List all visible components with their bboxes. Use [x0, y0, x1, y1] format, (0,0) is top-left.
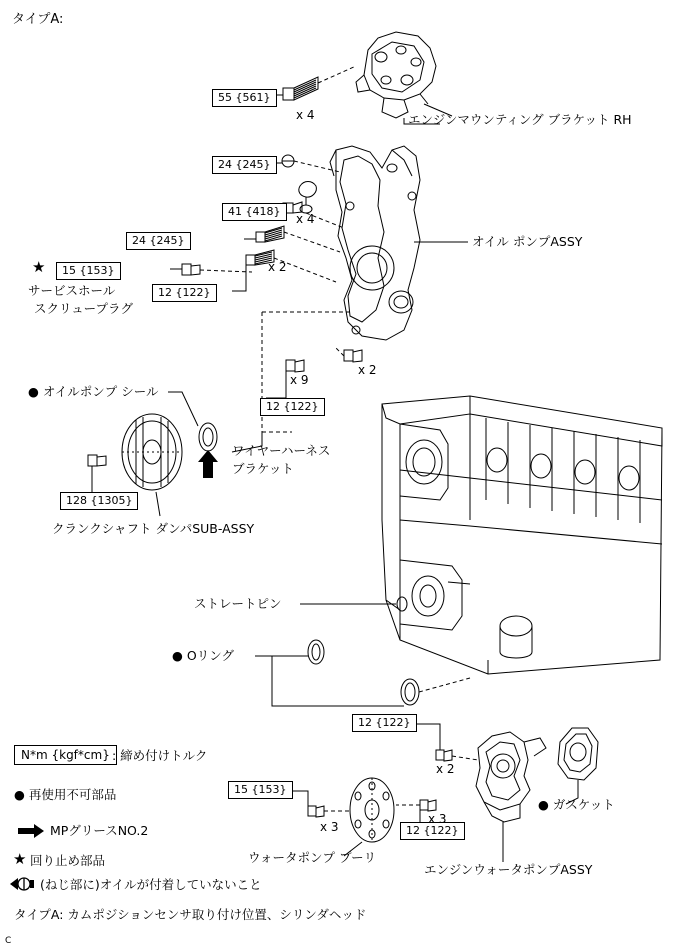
star-icon-service-plug: ★ — [32, 258, 46, 276]
bolt-group-24-upper — [270, 155, 340, 172]
water-pump-pulley-shape — [350, 778, 394, 842]
callout-gasket: ● ガスケット — [538, 797, 615, 812]
quantity-x3-pulley: x 3 — [320, 820, 339, 834]
star-icon-legend: ★ — [13, 850, 27, 868]
torque-spec-55: 55 {561} — [212, 89, 277, 107]
torque-spec-24-upper: 24 {245} — [212, 156, 277, 174]
torque-spec-12-waterpump: 12 {122} — [352, 714, 417, 732]
callout-oil-pump-assy: オイル ポンプASSY — [472, 234, 583, 249]
no-oil-icon — [10, 878, 34, 890]
legend-no-oil: (ねじ部に)オイルが付着していないこと — [40, 877, 262, 892]
torque-spec-15-service-plug: 15 {153} — [56, 262, 121, 280]
legend-anti-rotation: 回り止め部品 — [30, 853, 106, 868]
bolt-group-x2-mid — [336, 348, 362, 362]
engine-mounting-bracket-shape — [356, 32, 436, 118]
callout-crankshaft-damper: クランクシャフト ダンパSUB-ASSY — [52, 521, 255, 536]
torque-spec-12-x9: 12 {122} — [260, 398, 325, 416]
callout-wire-harness-bracket-line1: ワイヤーハーネス — [232, 443, 331, 458]
legend-unit-desc: : 締め付けトルク — [112, 748, 208, 763]
bolt-group-lower-12 — [412, 724, 478, 761]
quantity-x3-pump: x 3 — [428, 812, 447, 826]
straight-pin-shape — [397, 597, 407, 611]
callout-service-hole-plug-line1: サービスホール — [28, 283, 116, 298]
quantity-x2-waterpump: x 2 — [436, 762, 455, 776]
callout-oil-pump-seal: ● オイルポンプ シール — [28, 384, 159, 399]
grease-arrow-icon — [18, 824, 44, 838]
legend-unit-box: N*m {kgf*cm} — [14, 745, 117, 765]
torque-spec-12-pump: 12 {122} — [400, 822, 465, 840]
o-ring-shapes — [255, 640, 470, 706]
bolt-group-55 — [270, 66, 356, 100]
bolt-group-15-x3 — [288, 791, 352, 817]
callout-engine-mounting-bracket: エンジンマウンティング ブラケット RH — [408, 112, 632, 127]
torque-spec-41: 41 {418} — [222, 203, 287, 221]
quantity-x9: x 9 — [290, 373, 309, 387]
bolt-group-128 — [88, 455, 106, 492]
torque-spec-128: 128 {1305} — [60, 492, 138, 510]
callout-straight-pin: ストレートピン — [194, 596, 282, 611]
quantity-x4-mounting: x 4 — [296, 108, 315, 122]
quantity-x2-oilpump: x 2 — [268, 260, 287, 274]
service-hole-plug — [170, 264, 252, 275]
callout-wire-harness-bracket-line2: ブラケット — [232, 461, 294, 476]
legend-grease: MPグリースNO.2 — [50, 823, 149, 838]
crankshaft-damper-pulley — [122, 414, 182, 490]
torque-spec-15-pulley: 15 {153} — [228, 781, 293, 799]
callout-service-hole-plug-line2: スクリュープラグ — [34, 301, 134, 316]
torque-spec-24-lower: 24 {245} — [126, 232, 191, 250]
oil-pump-assy-shape — [330, 146, 420, 340]
legend-non-reusable: ● 再使用不可部品 — [14, 787, 117, 802]
page-title: タイプA: — [12, 12, 64, 27]
torque-spec-12-upper: 12 {122} — [152, 284, 217, 302]
callout-engine-water-pump-assy: エンジンウォータポンプASSY — [424, 862, 593, 877]
engine-block-shape — [382, 396, 662, 674]
quantity-x4-sensor: x 4 — [296, 212, 315, 226]
gasket-shape — [558, 728, 598, 780]
footer-code: C — [5, 936, 12, 946]
callout-o-ring: ● Oリング — [172, 648, 234, 663]
oil-pump-seal — [168, 392, 218, 478]
legend-type-a-note: タイプA: カムポジションセンサ取り付け位置、シリンダヘッド — [14, 907, 367, 922]
quantity-x2-bracket: x 2 — [358, 363, 377, 377]
callout-water-pump-pulley: ウォータポンプ プーリ — [248, 850, 377, 865]
water-pump-assy-shape — [476, 732, 546, 822]
bolt-group-24-lower — [244, 226, 340, 252]
